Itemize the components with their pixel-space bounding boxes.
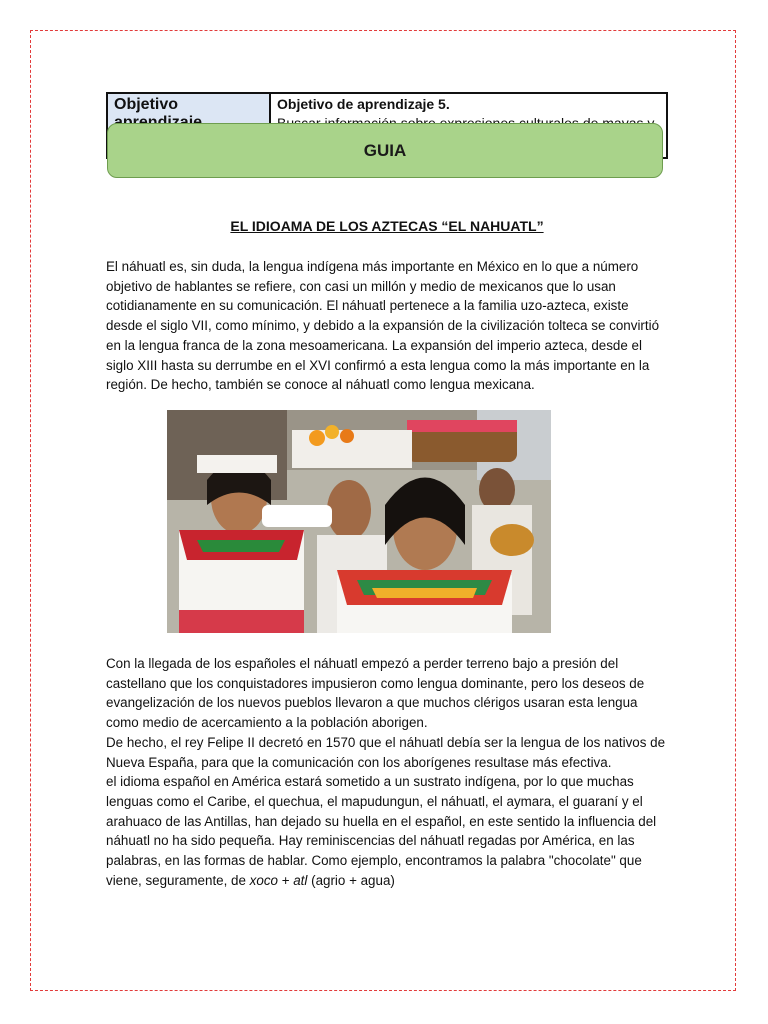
word-plus: + (277, 872, 294, 888)
document-title: EL IDIOAMA DE LOS AZTECAS “EL NAHUATL” (230, 218, 544, 234)
word-xoco: xoco (249, 872, 278, 888)
nahua-women-photo (167, 410, 551, 633)
paragraph-1: El náhuatl es, sin duda, la lengua indígena más importante en México en lo que a número objetivo de hablantes se refiere, con casi un millón y medio de mexicanos que lo usan cotidianamente en su comunicación. El náhuatl pertenece a la familia uzo-azteca, existe desde el siglo VII, como mínimo, y debido a la expansión de la civilización tolteca se convirtió en la lengua franca de la zona mesoamericana. La expansión del imperio azteca, desde el siglo XIII hasta su derrumbe en el XVI confirmó a esta lengua como la más importante en la región. De hecho, también se conoce al náhuatl como lengua mexicana. (106, 259, 660, 393)
paragraph-2-felipe: De hecho, el rey Felipe II decretó en 1570 que el náhuatl debía ser la lengua de los nativos de Nueva España, para que la comunicación con los aborígenes resultase más efectiva. (106, 734, 666, 770)
paragraph-2-influence: el idioma español en América estará sometido a un sustrato indígena, por lo que muchas lenguas como el Caribe, el quechua, el mapudungun, el náhuatl, el aymara, el guaraní y el arahuaco de las Antillas, han dejado su huella en el español, en este sentido la influencia del náhuatl no ha sido pequeña. Hay reminiscencias del náhuatl regadas por América, en las palabras, en las formas de hablar. Como ejemplo, encontramos la palabra "chocolate" que viene, seguramente, de (106, 774, 657, 888)
word-atl: atl (293, 872, 308, 888)
guia-banner: GUIA (107, 123, 663, 178)
objective-label: Objetivo (108, 94, 271, 157)
paragraph-2 (106, 654, 668, 890)
objective-title: Objetivo de aprendizaje 5. (277, 96, 450, 112)
paragraph-2-tail: (agrio + agua) (307, 872, 395, 888)
paragraph-2-intro: Con la llegada de los españoles el náhuatl empezó a perder terreno bajo a presión del castellano que los conquistadores impusieron como lengua dominante, pero los deseos de evangelización de los nuevos pueblos llevaron a que muchos clérigos usaran esta lengua como medio de acercamiento a la población aborigen. (106, 656, 645, 731)
